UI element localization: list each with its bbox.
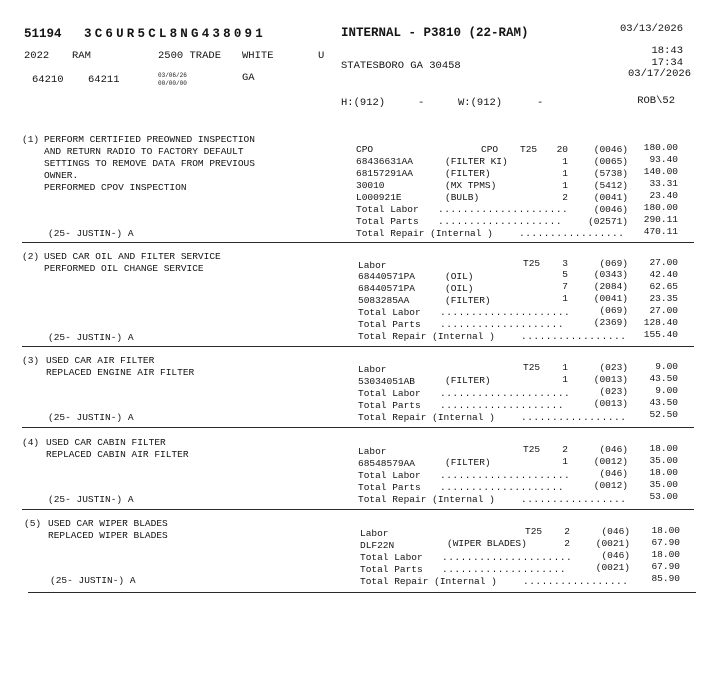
tech-name: (25- JUSTIN-) A: [48, 332, 134, 343]
tech-name: (25- JUSTIN-) A: [48, 494, 134, 505]
labor-type: T25: [520, 144, 538, 155]
leader-dots: ....................: [440, 482, 565, 493]
total-labor-label: Total Labor: [358, 307, 421, 318]
vehicle-color: WHITE: [242, 50, 274, 62]
part-number: 68440571PA: [358, 283, 416, 294]
job-desc-line: PERFORMED OIL CHANGE SERVICE: [44, 263, 204, 274]
total-labor-label: Total Labor: [360, 552, 423, 563]
part-number: 5083285AA: [358, 295, 410, 306]
total-parts-ref: (0012): [593, 480, 628, 491]
part-amount: 93.40: [649, 154, 678, 165]
part-desc: (FILTER): [445, 168, 491, 179]
total-repair-amount: 470.11: [643, 226, 678, 237]
leader-dots: .....................: [438, 204, 569, 215]
part-qty: 2: [562, 192, 568, 203]
total-parts-ref: (02571): [588, 216, 628, 227]
leader-dots: .....................: [440, 388, 571, 399]
tech-name: (25- JUSTIN-) A: [48, 228, 134, 239]
total-repair-label: Total Repair (Internal ): [360, 576, 497, 587]
part-qty: 1: [562, 374, 568, 385]
part-ref: (0013): [593, 374, 628, 385]
labor-code: CPO: [481, 144, 499, 155]
time-1: 18:43: [651, 45, 683, 57]
labor-ref: (046): [601, 526, 630, 537]
labor-amount: 180.00: [643, 142, 678, 153]
part-ref: (0343): [593, 269, 628, 280]
labor-amount: 27.00: [649, 257, 678, 268]
city-state: STATESBORO GA 30458: [341, 60, 461, 72]
vehicle-model: 2500 TRADE: [158, 50, 222, 62]
small-date-2: 00/00/00: [158, 80, 187, 87]
section-divider: [28, 592, 696, 593]
labor-label: Labor: [358, 446, 387, 457]
labor-ref: (069): [599, 258, 628, 269]
leader-dots: ....................: [440, 319, 565, 330]
part-qty: 1: [562, 180, 568, 191]
total-labor-amount: 27.00: [649, 305, 678, 316]
job-desc-line: OWNER.: [44, 170, 79, 181]
part-number: 68157291AA: [356, 168, 414, 179]
labor-hours: 3: [562, 258, 568, 269]
job-desc-line: SETTINGS TO REMOVE DATA FROM PREVIOUS: [44, 158, 255, 169]
tech-name: (25- JUSTIN-) A: [48, 412, 134, 423]
job-number: (4): [22, 437, 40, 448]
job-number: (3): [22, 355, 40, 366]
total-labor-label: Total Labor: [356, 204, 419, 215]
job-desc-line: REPLACED ENGINE AIR FILTER: [46, 367, 195, 378]
part-amount: 23.35: [649, 293, 678, 304]
vehicle-make: RAM: [72, 50, 91, 62]
part-ref: (2084): [593, 281, 628, 292]
leader-dots: .....................: [440, 307, 571, 318]
job-number: (5): [24, 518, 42, 529]
job-desc-line: USED CAR AIR FILTER: [46, 355, 155, 366]
section-divider: [22, 509, 694, 510]
total-labor-label: Total Labor: [358, 388, 421, 399]
labor-hours: 2: [564, 526, 570, 537]
part-amount: 42.40: [649, 269, 678, 280]
leader-dots: .................: [521, 494, 627, 505]
total-labor-amount: 180.00: [643, 202, 678, 213]
leader-dots: .................: [519, 228, 625, 239]
date-close: 03/17/2026: [627, 68, 691, 80]
part-number: L000921E: [356, 192, 402, 203]
labor-type: T25: [523, 362, 541, 373]
part-desc: (FILTER): [445, 457, 491, 468]
total-repair-amount: 155.40: [643, 329, 678, 340]
labor-amount: 18.00: [649, 443, 678, 454]
labor-ref: (0046): [593, 144, 628, 155]
job-number: (1): [22, 134, 40, 145]
part-ref: (0041): [593, 293, 628, 304]
total-repair-label: Total Repair (Internal ): [358, 494, 495, 505]
leader-dots: .................: [521, 412, 627, 423]
part-amount: 67.90: [651, 537, 680, 548]
labor-label: Labor: [358, 260, 387, 271]
state: GA: [242, 72, 255, 84]
labor-ref: (046): [599, 444, 628, 455]
internal-label: INTERNAL - P3810 (22-RAM): [341, 26, 529, 40]
leader-dots: ....................: [442, 564, 567, 575]
header-num-2: 64211: [88, 74, 120, 86]
part-desc: (FILTER): [445, 375, 491, 386]
work-phone: W:(912): [458, 97, 503, 109]
part-qty: 1: [562, 456, 568, 467]
job-desc-line: REPLACED CABIN AIR FILTER: [46, 449, 189, 460]
leader-dots: .....................: [440, 470, 571, 481]
total-parts-amount: 128.40: [643, 317, 678, 328]
total-labor-ref: (023): [599, 386, 628, 397]
advisor: ROB\52: [637, 95, 675, 107]
part-desc: (FILTER KI): [445, 156, 508, 167]
part-ref: (5738): [593, 168, 628, 179]
part-amount: 140.00: [643, 166, 678, 177]
part-amount: 35.00: [649, 455, 678, 466]
leader-dots: .....................: [442, 552, 573, 563]
leader-dots: .................: [523, 576, 629, 587]
total-labor-ref: (069): [599, 305, 628, 316]
total-repair-amount: 85.90: [651, 573, 680, 584]
job-desc-line: AND RETURN RADIO TO FACTORY DEFAULT: [44, 146, 244, 157]
part-desc: (BULB): [445, 192, 480, 203]
total-repair-label: Total Repair (Internal ): [358, 331, 495, 342]
part-number: 53034051AB: [358, 376, 416, 387]
labor-type: T25: [523, 444, 541, 455]
time-2: 17:34: [651, 57, 683, 69]
labor-label: CPO: [356, 144, 374, 155]
dash-1: -: [418, 97, 425, 109]
total-parts-label: Total Parts: [358, 482, 421, 493]
part-amount: 33.31: [649, 178, 678, 189]
part-number: 68440571PA: [358, 271, 416, 282]
ro-number: 51194: [24, 27, 62, 41]
section-divider: [22, 242, 694, 243]
part-ref: (0041): [593, 192, 628, 203]
total-parts-amount: 290.11: [643, 214, 678, 225]
total-repair-label: Total Repair (Internal ): [358, 412, 495, 423]
part-qty: 1: [562, 293, 568, 304]
date-open: 03/13/2026: [620, 23, 684, 35]
part-number: DLF22N: [360, 540, 395, 551]
leader-dots: .................: [521, 331, 627, 342]
small-date-1: 03/06/26: [158, 72, 187, 79]
total-repair-amount: 52.50: [649, 409, 678, 420]
dash-2: -: [537, 97, 544, 109]
part-qty: 5: [562, 269, 568, 280]
part-desc: (MX TPMS): [445, 180, 497, 191]
total-parts-amount: 35.00: [649, 479, 678, 490]
labor-type: T25: [523, 258, 541, 269]
total-labor-ref: (046): [599, 468, 628, 479]
labor-hours: 20: [556, 144, 568, 155]
total-parts-amount: 43.50: [649, 397, 678, 408]
labor-label: Labor: [358, 364, 387, 375]
part-ref: (5412): [593, 180, 628, 191]
part-number: 68548579AA: [358, 458, 416, 469]
total-parts-ref: (2369): [593, 317, 628, 328]
tech-name: (25- JUSTIN-) A: [50, 575, 136, 586]
labor-hours: 1: [562, 362, 568, 373]
part-ref: (0012): [593, 456, 628, 467]
labor-type: T25: [525, 526, 543, 537]
job-desc-line: PERFORMED CPOV INSPECTION: [44, 182, 187, 193]
home-phone: H:(912): [341, 97, 386, 109]
total-parts-ref: (0013): [593, 398, 628, 409]
part-desc: (FILTER): [445, 295, 491, 306]
job-desc-line: PERFORM CERTIFIED PREOWNED INSPECTION: [44, 134, 255, 145]
total-parts-amount: 67.90: [651, 561, 680, 572]
leader-dots: ....................: [440, 400, 565, 411]
leader-dots: ....................: [438, 216, 563, 227]
labor-amount: 18.00: [651, 525, 680, 536]
vehicle-year: 2022: [24, 50, 50, 62]
labor-hours: 2: [562, 444, 568, 455]
total-labor-amount: 9.00: [655, 385, 678, 396]
labor-label: Labor: [360, 528, 389, 539]
part-amount: 62.65: [649, 281, 678, 292]
section-divider: [22, 346, 694, 347]
total-labor-ref: (046): [601, 550, 630, 561]
labor-amount: 9.00: [655, 361, 678, 372]
job-desc-line: USED CAR WIPER BLADES: [48, 518, 168, 529]
part-desc: (WIPER BLADES): [447, 538, 527, 549]
part-qty: 1: [562, 168, 568, 179]
part-ref: (0021): [595, 538, 630, 549]
total-repair-label: Total Repair (Internal ): [356, 228, 493, 239]
labor-ref: (023): [599, 362, 628, 373]
section-divider: [22, 427, 694, 428]
part-amount: 23.40: [649, 190, 678, 201]
total-labor-amount: 18.00: [649, 467, 678, 478]
total-labor-amount: 18.00: [651, 549, 680, 560]
total-parts-label: Total Parts: [358, 319, 421, 330]
part-desc: (OIL): [445, 271, 474, 282]
code-u: U: [318, 50, 325, 62]
job-number: (2): [22, 251, 40, 262]
job-desc-line: USED CAR OIL AND FILTER SERVICE: [44, 251, 221, 262]
part-number: 68436631AA: [356, 156, 414, 167]
job-desc-line: USED CAR CABIN FILTER: [46, 437, 166, 448]
part-desc: (OIL): [445, 283, 474, 294]
part-amount: 43.50: [649, 373, 678, 384]
job-desc-line: REPLACED WIPER BLADES: [48, 530, 168, 541]
total-parts-label: Total Parts: [356, 216, 419, 227]
part-ref: (0065): [593, 156, 628, 167]
total-parts-label: Total Parts: [360, 564, 423, 575]
total-labor-ref: (0046): [593, 204, 628, 215]
total-labor-label: Total Labor: [358, 470, 421, 481]
part-qty: 1: [562, 156, 568, 167]
total-parts-label: Total Parts: [358, 400, 421, 411]
vin: 3C6UR5CL8NG438091: [84, 27, 266, 41]
part-number: 30010: [356, 180, 385, 191]
total-repair-amount: 53.00: [649, 491, 678, 502]
header-num-1: 64210: [32, 74, 64, 86]
part-qty: 7: [562, 281, 568, 292]
total-parts-ref: (0021): [595, 562, 630, 573]
part-qty: 2: [564, 538, 570, 549]
